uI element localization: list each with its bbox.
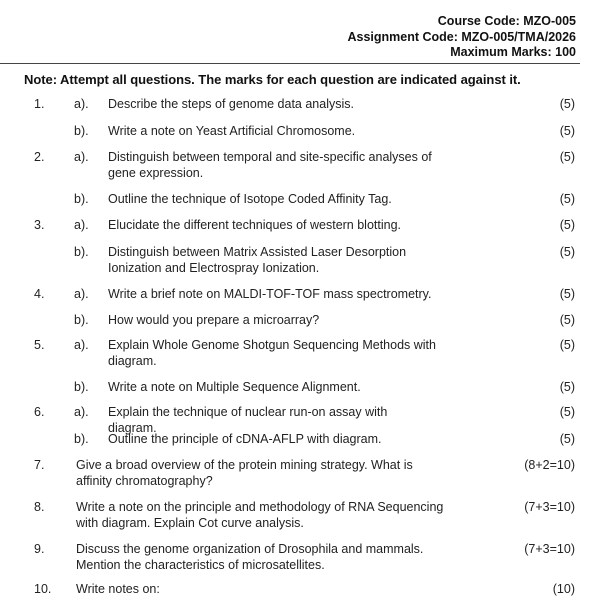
question-number: 10. xyxy=(34,582,52,596)
question-marks: (5) xyxy=(559,124,575,138)
question-number: 4. xyxy=(34,287,45,301)
question-text: Write a note on the principle and methodology of RNA Sequencing with diagram. Explain Cot curve analysis. xyxy=(76,500,444,530)
header-divider xyxy=(0,63,580,64)
question-text: Write notes on: xyxy=(76,582,160,596)
question-part: b). xyxy=(74,380,89,394)
question-marks: (10) xyxy=(552,582,575,596)
question-part: b). xyxy=(74,245,89,259)
question-number: 1. xyxy=(34,97,45,111)
question-marks: (5) xyxy=(559,432,575,446)
question-text: Explain the technique of nuclear run-on assay with diagram. xyxy=(108,405,388,435)
question-text: Distinguish between Matrix Assisted Laser Desorption Ionization and Electrospray Ionization. xyxy=(108,245,407,275)
question-marks: (5) xyxy=(559,380,575,394)
question-text: Write a note on Yeast Artificial Chromosome. xyxy=(108,124,356,138)
question-marks: (5) xyxy=(559,338,575,352)
question-marks: (5) xyxy=(559,150,575,164)
question-part: a). xyxy=(74,287,89,301)
question-text: Discuss the genome organization of Drosophila and mammals. Mention the characteristics of microsatellites. xyxy=(76,542,424,572)
question-marks: (5) xyxy=(559,287,575,301)
question-part: a). xyxy=(74,218,89,232)
question-marks: (7+3=10) xyxy=(524,500,575,514)
assignment-code: Assignment Code: MZO-005/TMA/2026 xyxy=(347,29,576,44)
question-marks: (5) xyxy=(559,97,575,111)
question-text: Describe the steps of genome data analysis. xyxy=(108,97,354,111)
question-marks: (5) xyxy=(559,405,575,419)
question-marks: (5) xyxy=(559,192,575,206)
question-text: Explain Whole Genome Shotgun Sequencing Methods with diagram. xyxy=(108,338,436,368)
question-number: 3. xyxy=(34,218,45,232)
question-part: b). xyxy=(74,432,89,446)
question-part: a). xyxy=(74,405,89,419)
question-part: a). xyxy=(74,97,89,111)
question-text: Outline the technique of Isotope Coded Affinity Tag. xyxy=(108,192,392,206)
question-marks: (5) xyxy=(559,313,575,327)
question-part: b). xyxy=(74,313,89,327)
question-part: a). xyxy=(74,338,89,352)
question-text: Give a broad overview of the protein mining strategy. What is affinity chromatography? xyxy=(76,458,413,488)
course-code: Course Code: MZO-005 xyxy=(437,14,576,28)
question-number: 6. xyxy=(34,405,45,419)
question-text: Distinguish between temporal and site-specific analyses of gene expression. xyxy=(108,150,432,180)
question-text: Write a brief note on MALDI-TOF-TOF mass spectrometry. xyxy=(108,287,432,301)
question-text: How would you prepare a microarray? xyxy=(108,313,320,327)
question-text: Elucidate the different techniques of western blotting. xyxy=(108,218,402,232)
question-marks: (5) xyxy=(559,245,575,259)
question-number: 2. xyxy=(34,150,45,164)
question-part: b). xyxy=(74,124,89,138)
question-marks: (8+2=10) xyxy=(524,458,575,472)
instructions-note: Note: Attempt all questions. The marks for each question are indicated against it. xyxy=(24,72,521,87)
question-part: a). xyxy=(74,150,89,164)
document-header xyxy=(347,14,576,61)
question-number: 5. xyxy=(34,338,45,352)
maximum-marks: Maximum Marks: 100 xyxy=(450,45,576,59)
question-part: b). xyxy=(74,192,89,206)
question-text: Outline the principle of cDNA-AFLP with diagram. xyxy=(108,432,382,446)
question-text: Write a note on Multiple Sequence Alignment. xyxy=(108,380,361,394)
question-marks: (5) xyxy=(559,218,575,232)
question-number: 9. xyxy=(34,542,45,556)
question-number: 7. xyxy=(34,458,45,472)
question-number: 8. xyxy=(34,500,45,514)
question-marks: (7+3=10) xyxy=(524,542,575,556)
